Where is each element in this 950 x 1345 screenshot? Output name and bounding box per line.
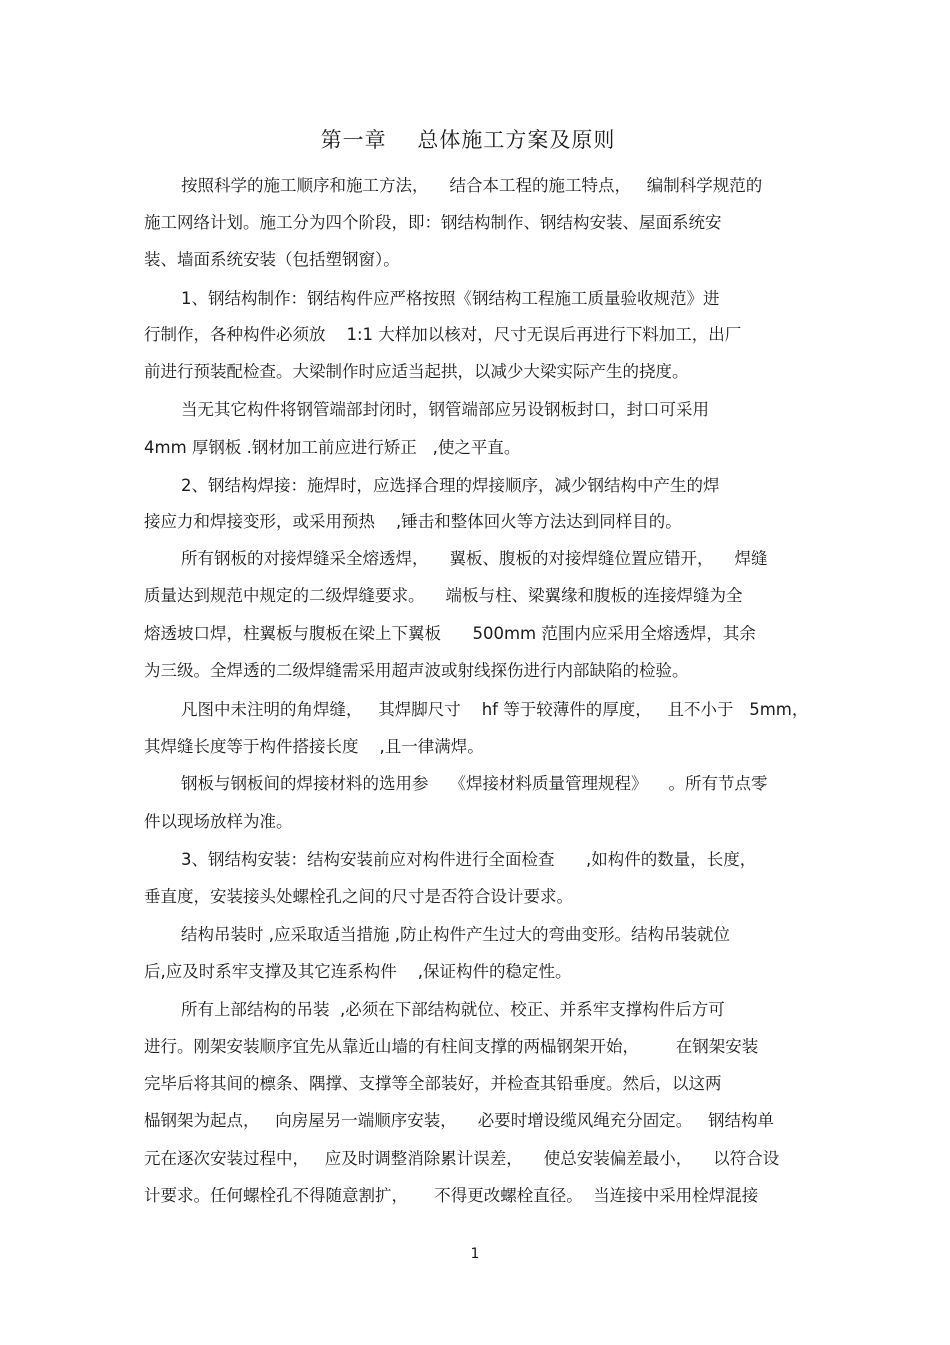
text-line: 质量达到规范中规定的二级焊缝要求。 端板与柱、梁翼缘和腹板的连接焊缝为全 (144, 586, 743, 605)
text-line: 元在逐次安装过程中， 应及时调整消除累计误差， 使总安装偏差最小， 以符合设 (144, 1149, 780, 1168)
text-line: 4mm 厚钢板 .钢材加工前应进行矫正 ,使之平直。 (144, 438, 521, 457)
text-line: 按照科学的施工顺序和施工方法， 结合本工程的施工特点， 编制科学规范的 (181, 176, 763, 195)
text-line: 1、钢结构制作：钢结构件应严格按照《钢结构工程施工质量验收规范》进 (181, 289, 720, 308)
page-number: 1 (470, 1246, 480, 1262)
chapter-title: 第一章 总体施工方案及原则 (320, 128, 616, 152)
text-line: 完毕后将其间的檩条、隅撑、支撑等全部装好，并检查其铅垂度。然后，以这两 (144, 1074, 722, 1093)
text-line: 件以现场放样为准。 (144, 812, 293, 831)
text-line: 熔透坡口焊，柱翼板与腹板在梁上下翼板 500mm 范围内应采用全熔透焊，其余 (144, 624, 756, 643)
text-line: 施工网络计划。施工分为四个阶段，即：钢结构制作、钢结构安装、屋面系统安 (144, 213, 722, 232)
text-line: 钢板与钢板间的焊接材料的选用参 《焊接材料质量管理规程》 。所有节点零 (181, 774, 768, 793)
text-line: 为三级。全焊透的二级焊缝需采用超声波或射线探伤进行内部缺陷的检验。 (144, 661, 689, 680)
text-line: 行制作，各种构件必须放 1:1 大样加以核对，尺寸无误后再进行下料加工，出厂 (144, 325, 742, 344)
text-line: 凡图中未注明的角焊缝， 其焊脚尺寸 hf 等于较薄件的厚度， 且不小于 5mm， (181, 700, 809, 719)
text-line: 后,应及时系牢支撑及其它连系构件 ,保证构件的稳定性。 (144, 962, 572, 981)
text-line: 其焊缝长度等于构件搭接长度 ,且一律满焊。 (144, 737, 484, 756)
text-line: 前进行预装配检查。大梁制作时应适当起拱，以减少大梁实际产生的挠度。 (144, 362, 689, 381)
text-line: 榀钢架为起点， 向房屋另一端顺序安装， 必要时增设缆风绳充分固定。 钢结构单 (144, 1111, 774, 1130)
text-line: 接应力和焊接变形，或采用预热 ,锤击和整体回火等方法达到同样目的。 (144, 512, 682, 531)
text-line: 进行。刚架安装顺序宜先从靠近山墙的有柱间支撑的两榀钢架开始， 在钢架安装 (144, 1037, 759, 1056)
text-line: 所有钢板的对接焊缝采全熔透焊， 翼板、腹板的对接焊缝位置应错开， 焊缝 (181, 549, 768, 568)
text-line: 所有上部结构的吊装 ,必须在下部结构就位、校正、并系牢支撑构件后方可 (181, 1000, 725, 1019)
text-line: 2、钢结构焊接：施焊时，应选择合理的焊接顺序，减少钢结构中产生的焊 (181, 476, 720, 495)
text-line: 3、钢结构安装：结构安装前应对构件进行全面检查 ,如构件的数量，长度， (181, 850, 757, 869)
text-line: 垂直度，安装接头处螺栓孔之间的尺寸是否符合设计要求。 (144, 887, 573, 906)
text-line: 装、墙面系统安装（包括塑钢窗）。 (144, 250, 400, 269)
text-line: 当无其它构件将钢管端部封闭时，钢管端部应另设钢板封口，封口可采用 (181, 400, 709, 419)
text-line: 结构吊装时 ,应采取适当措施 ,防止构件产生过大的弯曲变形。结构吊装就位 (181, 925, 730, 944)
text-line: 计要求。任何螺栓孔不得随意割扩， 不得更改螺栓直径。 当连接中采用栓焊混接 (144, 1186, 759, 1205)
